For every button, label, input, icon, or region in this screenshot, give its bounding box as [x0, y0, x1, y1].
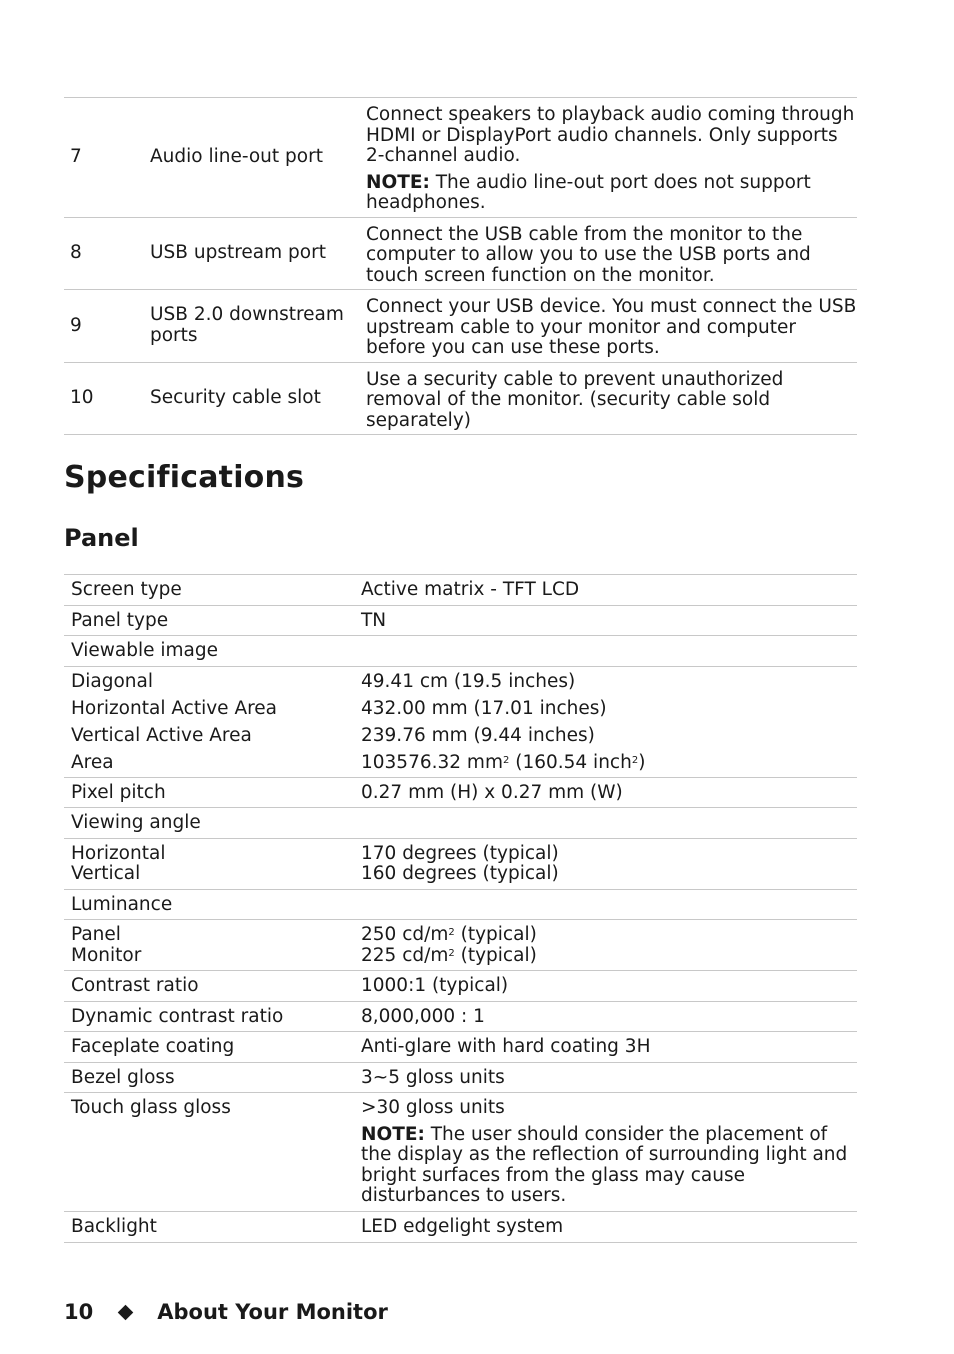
spec-value: [361, 636, 857, 667]
spec-row: [64, 666, 857, 777]
ports-table: [64, 97, 857, 435]
spec-row: [64, 1001, 857, 1032]
spec-row: [64, 838, 857, 889]
port-number: 8: [70, 242, 82, 263]
spec-value: 250 $cd/m^2$ (typical): [361, 924, 537, 945]
spec-label: Diagonal: [71, 670, 153, 692]
table-row: [64, 290, 857, 363]
note-text: The user should consider the placement of the display as the reflection of surrounding light and bright surfaces from the glass may cause disturbances to users.: [361, 1123, 848, 1206]
spec-value: 49.41 cm (19.5 inches): [361, 670, 576, 692]
page-title: Specifications: [64, 460, 305, 495]
spec-value: LED edgelight system: [361, 1216, 564, 1237]
table-row: [64, 217, 857, 290]
spec-row: [64, 575, 857, 606]
spec-value: 8,000,000 : 1: [361, 1005, 485, 1027]
spec-label: Panel: [71, 924, 121, 945]
spec-row: [64, 889, 857, 920]
spec-value-group: [361, 1093, 857, 1212]
spec-value: Anti-glare with hard coating 3H: [361, 1036, 651, 1057]
spec-value: Active matrix - TFT LCD: [361, 579, 580, 600]
page-content: [64, 97, 857, 1237]
spec-row: [64, 605, 857, 636]
spec-row: [64, 1212, 857, 1243]
diamond-icon: [118, 1304, 134, 1320]
spec-row: [64, 920, 857, 971]
spec-row: [64, 636, 857, 667]
page-footer: [64, 1300, 388, 1324]
footer-title: About Your Monitor: [157, 1300, 388, 1324]
port-description: Connect the USB cable from the monitor to the computer to allow you to use the USB ports and touch screen function on the monitor.: [366, 223, 811, 286]
spec-label: Vertical Active Area: [71, 724, 252, 746]
spec-value: TN: [361, 609, 387, 631]
port-description: [366, 98, 857, 218]
spec-value: 1000:1 (typical): [361, 975, 509, 996]
note: [366, 173, 857, 214]
spec-label: Horizontal: [71, 842, 166, 864]
spec-value: 170 degrees (typical): [361, 842, 559, 864]
note-text: The audio line-out port does not support headphones.: [366, 171, 811, 213]
spec-label: Area: [71, 751, 114, 773]
spec-label: Horizontal Active Area: [71, 697, 278, 719]
spec-value: 3~5 gloss units: [361, 1066, 505, 1088]
port-number: 9: [70, 314, 82, 336]
note-label: NOTE:: [361, 1123, 425, 1145]
spec-value-group: [361, 666, 857, 777]
spec-value: 432.00 mm (17.01 inches): [361, 697, 607, 719]
port-name: USB 2.0 downstream ports: [150, 304, 344, 346]
spec-value: [361, 808, 857, 839]
section-title: Panel: [64, 524, 139, 552]
spec-label-group: [64, 838, 361, 889]
spec-label: Vertical: [71, 863, 141, 884]
port-description: Use a security cable to prevent unauthorized removal of the monitor. (security cable sold separately): [366, 368, 784, 431]
spec-label: Touch glass gloss: [71, 1097, 231, 1118]
note-label: NOTE:: [366, 171, 430, 193]
spec-value: >30 gloss units: [361, 1097, 505, 1118]
port-description: Connect your USB device. You must connect the USB upstream cable to your monitor and computer before you can use these ports.: [366, 296, 857, 358]
spec-label: Pixel pitch: [71, 781, 166, 803]
spec-label: Bezel gloss: [71, 1066, 175, 1088]
spec-row: [64, 1093, 857, 1212]
specifications-table: [64, 574, 857, 1243]
spec-label: Dynamic contrast ratio: [71, 1005, 284, 1027]
spec-label: Viewing angle: [71, 812, 201, 833]
note: [361, 1125, 857, 1207]
spec-row: [64, 808, 857, 839]
spec-row: [64, 1062, 857, 1093]
port-name: Security cable slot: [150, 387, 321, 408]
table-row: [64, 98, 857, 218]
spec-label-group: [64, 666, 361, 777]
spec-value: 103576.32 $mm^2$ (160.54 inch$^2$): [361, 751, 646, 773]
spec-value: [361, 889, 857, 920]
spec-label: Faceplate coating: [71, 1036, 235, 1057]
spec-row: [64, 1032, 857, 1063]
spec-value-group: [361, 838, 857, 889]
page-number: 10: [64, 1300, 94, 1324]
spec-value: 239.76 mm (9.44 inches): [361, 724, 595, 746]
spec-row: [64, 971, 857, 1002]
spec-value: 160 degrees (typical): [361, 863, 559, 884]
description-text: Connect speakers to playback audio coming through HDMI or DisplayPort audio channels. Only supports 2-channel audio.: [366, 104, 855, 166]
port-name: Audio line-out port: [150, 146, 323, 167]
spec-label: Backlight: [71, 1216, 157, 1237]
spec-label: Panel type: [71, 609, 169, 631]
spec-value: 225 $cd/m^2$ (typical): [361, 944, 537, 966]
spec-label-group: [64, 920, 361, 971]
spec-label: Monitor: [71, 944, 142, 966]
spec-label: Luminance: [71, 893, 173, 915]
spec-label: Screen type: [71, 579, 182, 600]
spec-label: Viewable image: [71, 640, 219, 661]
spec-value: 0.27 mm (H) x 0.27 mm (W): [361, 781, 623, 803]
port-name: USB upstream port: [150, 242, 326, 263]
spec-row: [64, 777, 857, 808]
port-number: 7: [70, 146, 82, 167]
spec-value-group: [361, 920, 857, 971]
port-number: 10: [70, 387, 94, 408]
spec-label: Contrast ratio: [71, 975, 199, 996]
table-row: [64, 362, 857, 435]
